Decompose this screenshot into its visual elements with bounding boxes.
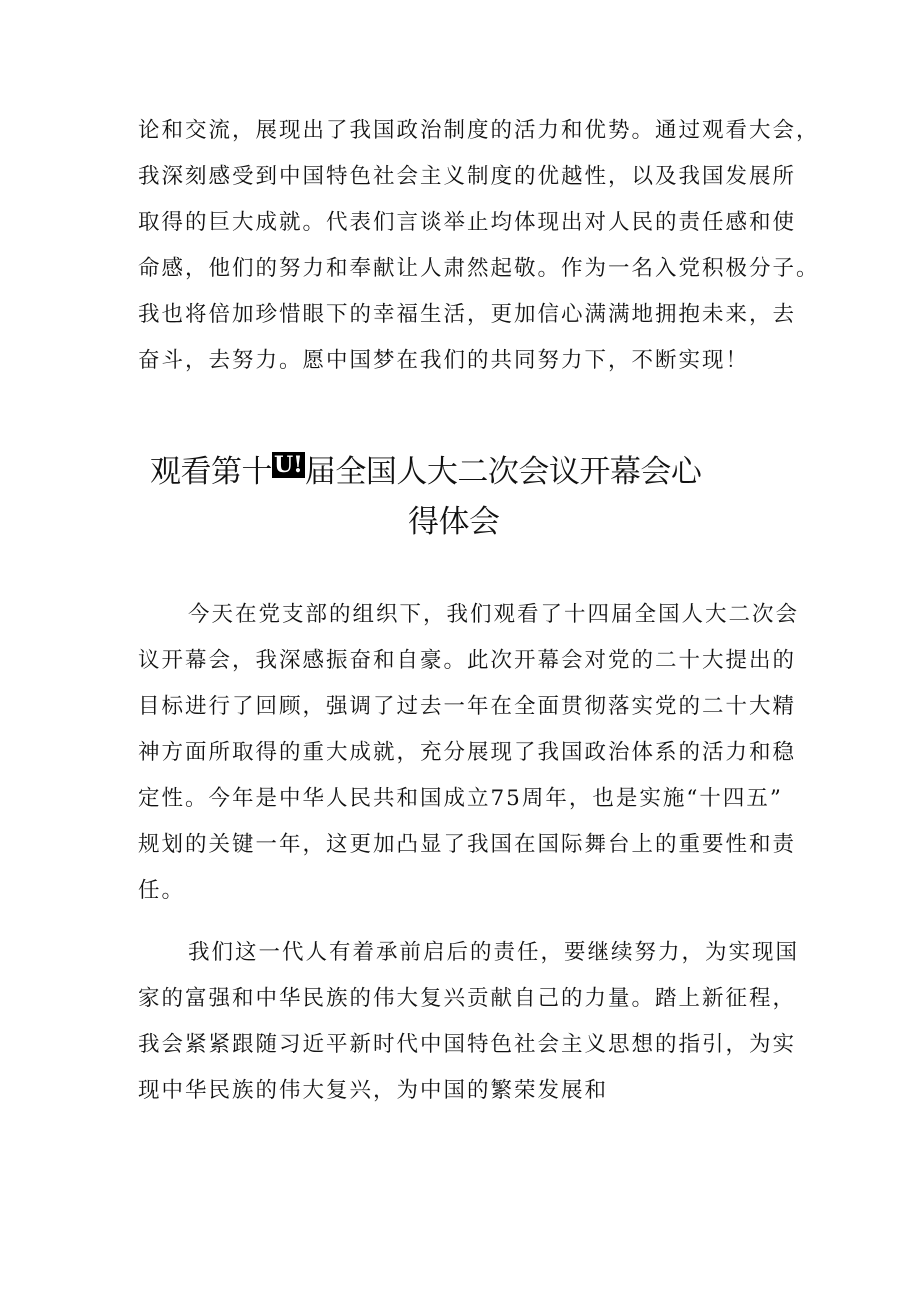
- top-paragraph-line-2: 我深刻感受到中国特色社会主义制度的优越性，以及我国发展所: [138, 164, 797, 189]
- paragraph-1-line-7: 任。: [138, 878, 186, 903]
- title-garbled-glyph: U!: [274, 452, 303, 478]
- title-line-2: 得体会: [408, 504, 500, 540]
- top-paragraph-line-5: 我也将倍加珍惜眼下的幸福生活，更加信心满满地拥抱未来，去: [138, 302, 797, 327]
- title-part-1: 观看第十: [150, 454, 272, 490]
- paragraph-2-line-3: 我会紧紧跟随习近平新时代中国特色社会主义思想的指引，为实: [138, 1032, 797, 1057]
- paragraph-2-line-1: 我们这一代人有着承前启后的责任，要继续努力，为实现国: [188, 940, 800, 965]
- top-paragraph-line-1: 论和交流，展现出了我国政治制度的活力和优势。通过观看大会，: [138, 118, 820, 143]
- top-paragraph-line-4: 命感，他们的努力和奉献让人肃然起敬。作为一名入党积极分子。: [138, 256, 820, 281]
- paragraph-1-line-6: 规划的关键一年，这更加凸显了我国在国际舞台上的重要性和责: [138, 832, 797, 857]
- paragraph-1-line-3: 目标进行了回顾，强调了过去一年在全面贯彻落实党的二十大精: [138, 694, 797, 719]
- paragraph-2-line-2: 家的富强和中华民族的伟大复兴贡献自己的力量。踏上新征程，: [138, 986, 797, 1011]
- top-paragraph-line-3: 取得的巨大成就。代表们言谈举止均体现出对人民的责任感和使: [138, 210, 797, 235]
- paragraph-1-line-5: 定性。今年是中华人民共和国成立75周年，也是实施“十四五”: [138, 786, 783, 811]
- title-part-2: 届全国人大二次会议开幕会心: [304, 454, 702, 490]
- paragraph-1-line-4: 神方面所取得的重大成就，充分展现了我国政治体系的活力和稳: [138, 740, 797, 765]
- paragraph-1-line-2: 议开幕会，我深感振奋和自豪。此次开幕会对党的二十大提出的: [138, 648, 797, 673]
- top-paragraph-line-6: 奋斗，去努力。愿中国梦在我们的共同努力下，不断实现！: [138, 348, 750, 373]
- paragraph-2-line-4: 现中华民族的伟大复兴，为中国的繁荣发展和: [138, 1078, 609, 1103]
- title-line-1: [150, 452, 701, 492]
- paragraph-1-line-1: 今天在党支部的组织下，我们观看了十四届全国人大二次会: [188, 602, 800, 627]
